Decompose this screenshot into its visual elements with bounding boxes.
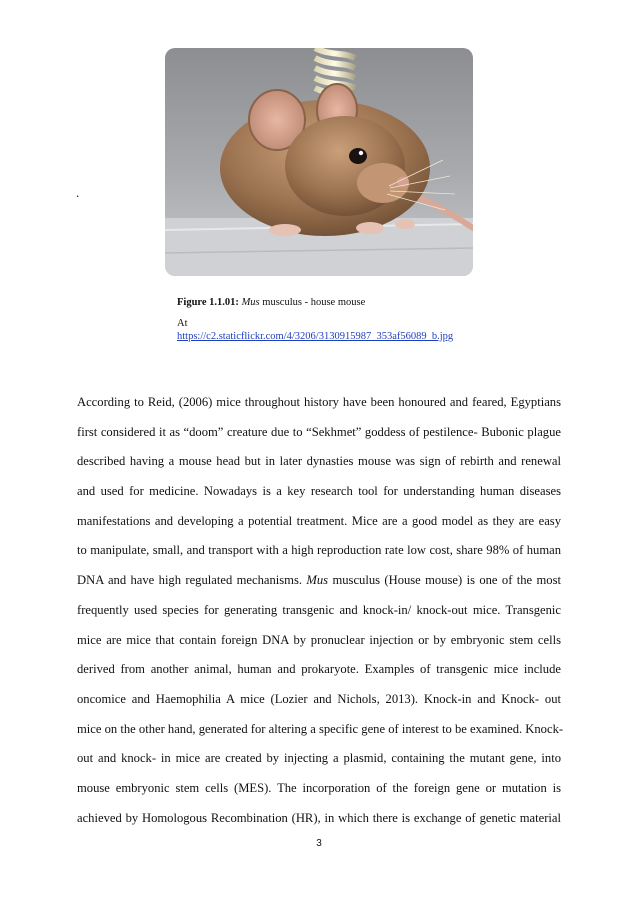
- mouse-illustration: [165, 48, 473, 276]
- figure-caption: [177, 296, 557, 343]
- paragraph-line: mice on the other hand, generated for altering a specific gene of interest to be examined. Knock-: [77, 721, 564, 736]
- paragraph-line: out and knock- in mice are created by injecting a plasmid, containing the mutant gene, into: [77, 751, 561, 766]
- paragraph-line: and used for medicine. Nowadays is a key research tool for understanding human diseases: [77, 484, 561, 499]
- paragraph-line: to manipulate, small, and transport with a high reproduction rate low cost, share 98% of human: [77, 543, 561, 558]
- paragraph-line: first considered it as “doom” creature due to “Sekhmet” goddess of pestilence- Bubonic plague: [77, 424, 561, 439]
- italic-genus: Mus: [306, 573, 329, 588]
- body-paragraph: [77, 388, 564, 833]
- paragraph-line: achieved by Homologous Recombination (HR), in which there is exchange of genetic material: [77, 810, 561, 825]
- paragraph-line: described having a mouse head but in later dynasties mouse was sign of rebirth and renewal: [77, 454, 561, 469]
- mouse-photo: [165, 48, 473, 276]
- paragraph-line: mice are mice that contain foreign DNA by pronuclear injection or by embryonic stem cells: [77, 632, 561, 647]
- figure-label: Figure 1.1.01:: [177, 297, 239, 308]
- figure-genus: Mus: [241, 297, 260, 308]
- line-segment: DNA and have high regulated mechanisms.: [77, 573, 307, 588]
- paragraph-line: manifestations and developing a potential treatment. Mice are a good model as they are easy: [77, 513, 561, 528]
- paragraph-line: oncomice and Haemophilia A mice (Lozier and Nichols, 2013). Knock-in and Knock- out: [77, 691, 561, 706]
- line-segment: musculus (House mouse) is one of the most: [328, 573, 561, 588]
- paragraph-line: [77, 566, 561, 596]
- paragraph-line: frequently used species for generating transgenic and knock-in/ knock-out mice. Transgenic: [77, 602, 561, 617]
- stray-mark: .: [76, 185, 80, 200]
- figure-caption-text: musculus - house mouse: [259, 297, 366, 308]
- figure-source-label: At: [177, 318, 188, 329]
- paragraph-line: derived from another animal, human and prokaryote. Examples of transgenic mice include: [77, 662, 561, 677]
- figure-source-link[interactable]: https://c2.staticflickr.com/4/3206/3130915987_353af56089_b.jpg: [177, 331, 454, 342]
- caption-line: [177, 296, 557, 309]
- paragraph-line: According to Reid, (2006) mice throughout history have been honoured and feared, Egyptians: [77, 395, 561, 409]
- page-number: 3: [316, 838, 322, 849]
- paragraph-line: mouse embryonic stem cells (MES). The incorporation of the foreign gene or mutation is: [77, 780, 561, 795]
